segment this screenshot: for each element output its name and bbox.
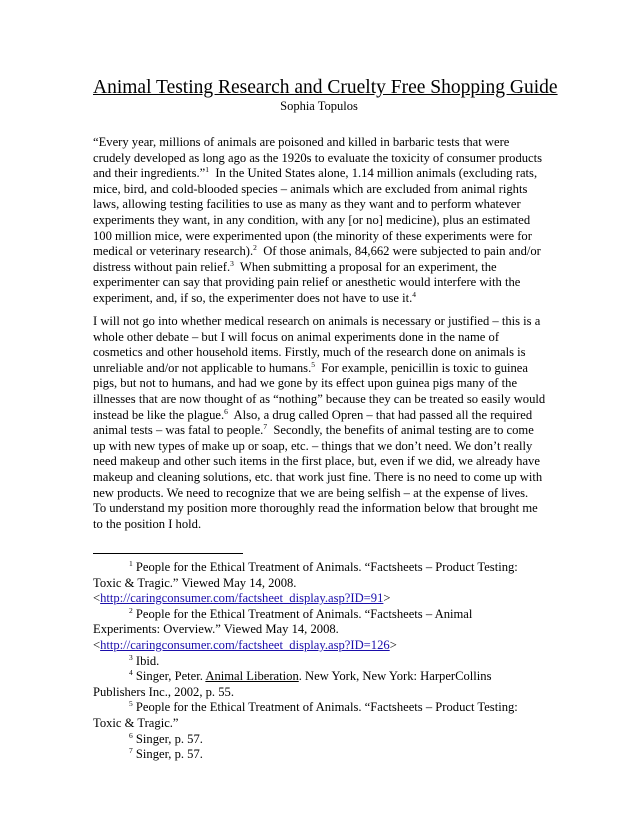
page-title: Animal Testing Research and Cruelty Free Shopping Guide [93, 77, 558, 98]
footnote-text: People for the Ethical Treatment of Animals. “Factsheets – Product Testing: [132, 560, 518, 574]
footnote-number: 7 [129, 746, 133, 756]
footnote-text: . New York, New York: HarperCollins [298, 669, 492, 684]
footnote-number: 5 [129, 699, 133, 709]
footnote-number: 4 [129, 668, 133, 678]
footnote-4-cont: Publishers Inc., 2002, p. 55. [93, 684, 234, 699]
text-line [93, 244, 545, 260]
author-name: Sophia Topulos [280, 99, 358, 113]
footnote-text: Singer, Peter. [132, 669, 206, 684]
footnote-separator [93, 553, 243, 554]
text-line: 100 million mice, were experimented upon (the minority of these experiments were for [93, 228, 532, 243]
text-run: and their ingredients.” [93, 166, 206, 181]
text-run: unreliable and/or not applicable to humans. [93, 360, 312, 375]
angle-close: > [383, 591, 391, 606]
text-line: need makeup and other such items in the first place, but, even if we did, we already have [93, 454, 540, 469]
book-title: Animal Liberation [205, 669, 299, 684]
text-line: To understand my position more thoroughly read the information below that brought me [93, 501, 538, 516]
text-line: crudely developed as long ago as the 1920s to evaluate the toxicity of consumer products [93, 150, 543, 165]
text-line: cosmetics and other household items. Firstly, much of the research done on animals is [93, 345, 526, 360]
footnote-ref: 4 [412, 289, 417, 299]
text-line: experimenter can say that providing pain relief or anesthetic would interfere with the [93, 275, 521, 290]
footnote-ref: 3 [230, 258, 234, 268]
footnote-ref: 7 [263, 422, 268, 432]
footnote-1 [93, 560, 545, 576]
paragraph-1 [93, 135, 545, 307]
footnote-6 [93, 732, 545, 748]
text-run: distress without pain relief. [93, 259, 231, 274]
footnotes [93, 560, 545, 763]
text-run: Of those animals, 84,662 were subjected to pain and/or [256, 244, 541, 259]
angle-close: > [389, 637, 397, 652]
text-line [93, 260, 545, 276]
footnote-2-cont: Experiments: Overview.” Viewed May 14, 2008. [93, 622, 339, 637]
text-run: Secondly, the benefits of animal testing are to come [267, 423, 534, 438]
footnote-5 [93, 700, 545, 716]
footnote-number: 3 [129, 652, 133, 662]
text-line [93, 408, 545, 424]
footnote-ref: 6 [224, 406, 228, 416]
footnote-ref: 1 [205, 165, 210, 175]
footnote-1-link[interactable]: http://caringconsumer.com/factsheet_display.asp?ID=91 [100, 591, 384, 606]
text-line: to the position I hold. [93, 516, 202, 531]
text-run: animal tests – was fatal to people. [93, 423, 264, 438]
text-line [93, 361, 545, 377]
footnote-7 [93, 747, 545, 763]
text-line [93, 291, 545, 307]
footnote-text: Ibid. [132, 653, 160, 668]
footnote-1-url-line [93, 591, 545, 607]
text-run: experiment, and, if so, the experimenter does not have to use it. [93, 290, 413, 305]
text-line: pigs, but not to humans, and had we gone by its effect upon guinea pigs many of the [93, 376, 518, 391]
text-run: instead be like the plague. [93, 407, 225, 422]
text-line: experiments they want, in any condition, with any [or no] medicine), plus an estimated [93, 212, 531, 227]
footnote-number: 6 [129, 730, 133, 740]
angle-open: < [93, 591, 101, 606]
footnote-1-cont: Toxic & Tragic.” Viewed May 14, 2008. [93, 575, 297, 590]
text-line: laws, allowing testing facilities to use as many as they want and to perform whatever [93, 197, 521, 212]
footnote-ref: 5 [311, 359, 315, 369]
footnote-text: Singer, p. 57. [132, 731, 203, 746]
text-line: new products. We need to recognize that we are being selfish – at the expense of lives. [93, 485, 529, 500]
text-run: When submitting a proposal for an experiment, the [233, 259, 497, 274]
footnote-text: People for the Ethical Treatment of Animals. “Factsheets – Animal [132, 606, 473, 621]
footnote-3 [93, 654, 545, 670]
footnote-2 [93, 607, 545, 623]
text-line: illnesses that are now thought of as “nothing” because they can be treated so easily would [93, 391, 546, 406]
text-run: For example, penicillin is toxic to guinea [314, 360, 528, 375]
footnote-ref: 2 [253, 243, 257, 253]
footnote-2-url-line [93, 638, 545, 654]
footnote-text: Singer, p. 57. [132, 747, 203, 762]
footnote-2-link[interactable]: http://caringconsumer.com/factsheet_display.asp?ID=126 [100, 637, 390, 652]
footnote-4 [93, 669, 545, 685]
footnote-number: 1 [129, 559, 133, 568]
paragraph-2 [93, 314, 545, 532]
text-line: whole other debate – but I will focus on animal experiments done in the name of [93, 329, 500, 344]
footnote-5-cont: Toxic & Tragic.” [93, 715, 179, 730]
footnote-number: 2 [129, 605, 133, 615]
text-run: medical or veterinary research). [93, 244, 254, 259]
text-line [93, 423, 545, 439]
text-line: mice, bird, and cold-blooded species – animals which are excluded from animal rights [93, 181, 528, 196]
text-line: I will not go into whether medical research on animals is necessary or justified – this is a [93, 314, 541, 328]
text-run: In the United States alone, 1.14 million animals (excluding rats, [209, 166, 538, 181]
text-line: makeup and cleaning solutions, etc. that work just fine. There is no need to come up with [93, 469, 543, 484]
text-line: up with new types of make up or soap, etc. – things that we don’t need. We don’t really [93, 438, 533, 453]
footnote-text: People for the Ethical Treatment of Animals. “Factsheets – Product Testing: [132, 700, 518, 715]
text-run: Also, a drug called Opren – that had passed all the required [227, 407, 533, 422]
angle-open: < [93, 637, 101, 652]
text-line: “Every year, millions of animals are poisoned and killed in barbaric tests that were [93, 135, 510, 149]
text-line [93, 166, 545, 182]
